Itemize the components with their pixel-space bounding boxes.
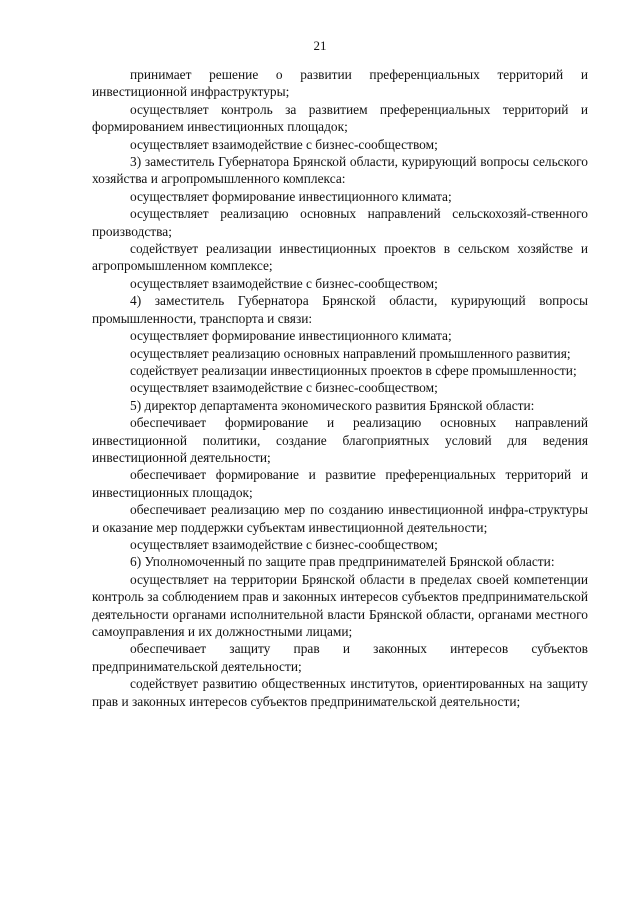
paragraph: обеспечивает защиту прав и законных интересов субъектов предпринимательской деятельности; <box>92 641 588 674</box>
paragraph: осуществляет взаимодействие с бизнес-сообществом; <box>130 275 438 291</box>
paragraph: осуществляет взаимодействие с бизнес-сообществом; <box>130 380 438 396</box>
document-body <box>92 66 588 710</box>
paragraph: принимает решение о развитии преференциальных территорий и инвестиционной инфраструктуры; <box>92 67 588 100</box>
paragraph: обеспечивает формирование и реализацию основных направлений инвестиционной политики, создание благоприятных условий для ведения инвестиционной деятельности; <box>92 415 588 465</box>
page-number: 21 <box>313 38 327 53</box>
paragraph: осуществляет контроль за развитием преференциальных территорий и формированием инвестиционных площадок; <box>92 101 588 135</box>
paragraph: осуществляет взаимодействие с бизнес-сообществом; <box>130 136 438 152</box>
paragraph: осуществляет на территории Брянской области в пределах своей компетенции контроль за соблюдением прав и законных интересов субъектов предпринимательской деятельности органами исполнительной власти Брянской области, органами местного самоуправления и их должностными лицами; <box>92 571 588 639</box>
paragraph: содействует реализации инвестиционных проектов в сельском хозяйстве и агропромышленном комплексе; <box>92 241 588 274</box>
paragraph: осуществляет реализацию основных направлений сельскохозяй-ственного производства; <box>92 206 588 239</box>
paragraph: осуществляет формирование инвестиционного климата; <box>130 328 452 344</box>
paragraph: 5) директор департамента экономического развития Брянской области: <box>130 397 535 413</box>
paragraph: обеспечивает реализацию мер по созданию инвестиционной инфра-структуры и оказание мер поддержки субъектам инвестиционной деятельности; <box>92 502 588 535</box>
paragraph: осуществляет взаимодействие с бизнес-сообществом; <box>130 536 438 552</box>
paragraph: 6) Уполномоченный по защите прав предпринимателей Брянской области: <box>130 554 555 570</box>
paragraph: 3) заместитель Губернатора Брянской области, курирующий вопросы сельского хозяйства и агропромышленного комплекса: <box>92 154 588 187</box>
paragraph: 4) заместитель Губернатора Брянской области, курирующий вопросы промышленности, транспорта и связи: <box>92 293 588 326</box>
paragraph: содействует реализации инвестиционных проектов в сфере промышленности; <box>130 362 577 378</box>
paragraph: осуществляет формирование инвестиционного климата; <box>130 188 452 204</box>
paragraph: осуществляет реализацию основных направлений промышленного развития; <box>130 345 571 361</box>
paragraph: обеспечивает формирование и развитие преференциальных территорий и инвестиционных площадок; <box>92 467 588 500</box>
paragraph: содействует развитию общественных институтов, ориентированных на защиту прав и законных интересов субъектов предпринимательской деятельности; <box>92 676 588 709</box>
